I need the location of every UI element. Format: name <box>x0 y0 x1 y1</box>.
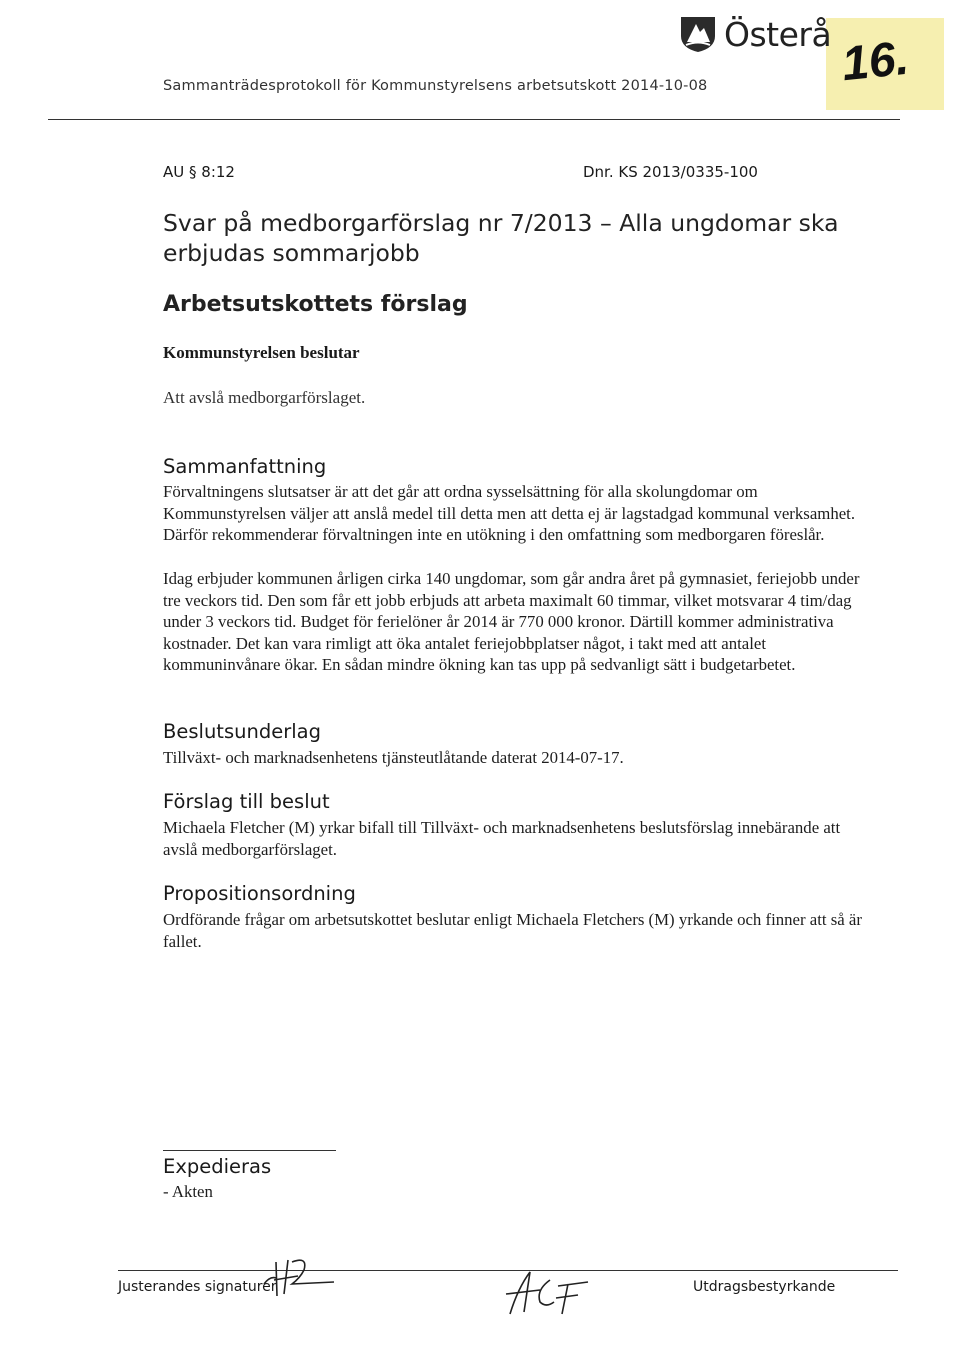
section-subtitle: Arbetsutskottets förslag <box>163 292 468 317</box>
basis-heading: Beslutsunderlag <box>163 720 321 743</box>
proposition-heading: Propositionsordning <box>163 882 356 905</box>
summary-paragraph: Förvaltningens slutsatser är att det går att ordna sysselsättning för alla skolungdomar om Kommunstyrelsen väljer att anslå medel till detta men att detta ej är lagstadgad kommunal verksamhet. Därför rekommenderar förvaltningen inte en utökning i den omfattning som medborgaren föreslår. <box>163 482 856 545</box>
page-number: 16. <box>839 31 912 92</box>
decision-heading: Kommunstyrelsen beslutar <box>163 343 360 362</box>
handwritten-signature <box>500 1268 590 1318</box>
logo-text: Österå <box>724 14 832 54</box>
proposal-heading: Förslag till beslut <box>163 790 330 813</box>
coat-of-arms-icon <box>678 14 718 54</box>
handwritten-signature <box>262 1252 352 1298</box>
expedition-divider <box>163 1150 336 1151</box>
basis-text: Tillväxt- och marknadsenhetens tjänsteutlåtande daterat 2014-07-17. <box>163 748 624 767</box>
summary-heading: Sammanfattning <box>163 455 327 478</box>
au-reference: AU § 8:12 <box>163 163 235 181</box>
page-number-sticker <box>826 18 944 110</box>
dnr-reference: Dnr. KS 2013/0335-100 <box>583 163 758 181</box>
proposition-text: Ordförande frågar om arbetsutskottet beslutar enligt Michaela Fletchers (M) yrkande och finner att så är fallet. <box>163 910 862 951</box>
signature-label: Justerandes signaturer <box>118 1279 277 1295</box>
summary-paragraph: Idag erbjuder kommunen årligen cirka 140 ungdomar, som går andra året på gymnasiet, feriejobb under tre veckors tid. Den som får ett jobb erbjuds att arbeta maximalt 60 timmar, vilket motsvarar 4 tim/dag under 3 veckors tid. Budget för ferielöner år 2014 är 770 000 kronor. Därtill kommer administrativa kostnader. Det kan vara rimligt att öka antalet feriejobbplatser något, i takt med att antalet kommuninvånare ökar. En sådan mindre ökning kan tas upp på sedvanligt sätt i budgetarbetet. <box>163 569 860 675</box>
decision-text: Att avslå medborgarförslaget. <box>163 388 366 407</box>
municipality-logo <box>678 14 831 54</box>
header-divider <box>48 119 900 120</box>
page-title: Svar på medborgarförslag nr 7/2013 – Alla ungdomar ska erbjudas sommarjobb <box>163 209 839 267</box>
expedition-item: - Akten <box>163 1182 213 1201</box>
proposal-text: Michaela Fletcher (M) yrkar bifall till Tillväxt- och marknadsenhetens beslutsförslag innebärande att avslå medborgarförslaget. <box>163 818 841 859</box>
expedition-heading: Expedieras <box>163 1155 272 1178</box>
document-header-title: Sammanträdesprotokoll för Kommunstyrelsens arbetsutskott 2014-10-08 <box>163 78 708 94</box>
extract-certification-label: Utdragsbestyrkande <box>693 1279 836 1295</box>
